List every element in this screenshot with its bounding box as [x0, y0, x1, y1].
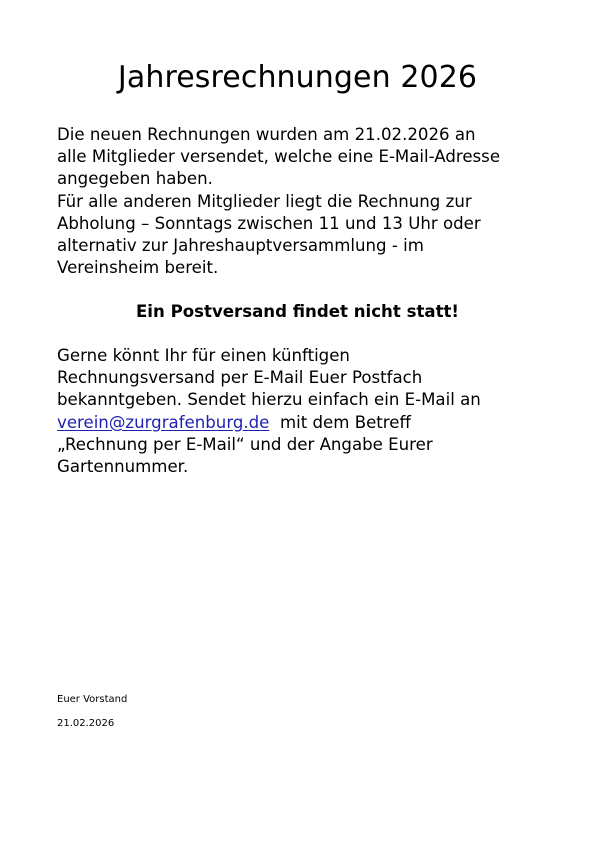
no-postal-notice: Ein Postversand findet nicht statt! — [135, 302, 460, 321]
instructions-line: Gerne könnt Ihr für einen künftigen — [57, 346, 350, 365]
info-line: Für alle anderen Mitglieder liegt die Rechnung zur — [57, 191, 472, 211]
info-line: angegeben haben. — [57, 169, 213, 189]
instructions-line: Rechnungsversand per E-Mail Euer Postfach — [57, 368, 423, 388]
info-line: Abholung – Sonntags zwischen 11 und 13 Uhr oder — [57, 213, 481, 233]
info-line: alle Mitglieder versendet, welche eine E-Mail-Adresse — [57, 147, 501, 167]
signature-date: 21.02.2026 — [57, 718, 115, 729]
signature: Euer Vorstand — [57, 694, 128, 705]
instructions-line-tail: mit dem Betreff — [269, 412, 411, 432]
instructions-line: „Rechnung per E-Mail“ und der Angabe Eurer — [57, 434, 433, 454]
instructions-line: Gartennummer. — [57, 457, 189, 477]
document-title: Jahresrechnungen 2026 — [117, 60, 478, 95]
instructions-email-line — [57, 412, 567, 434]
info-paragraph — [57, 124, 567, 279]
info-line: alternativ zur Jahreshauptversammlung - im — [57, 236, 424, 256]
info-line: Die neuen Rechnungen wurden am 21.02.2026 an — [57, 125, 476, 144]
instructions-line: bekanntgeben. Sendet hierzu einfach ein E-Mail an — [57, 390, 481, 410]
info-line: Vereinsheim bereit. — [57, 258, 219, 278]
email-instructions-paragraph — [57, 345, 567, 478]
email-link[interactable]: verein@zurgrafenburg.de — [57, 412, 270, 432]
